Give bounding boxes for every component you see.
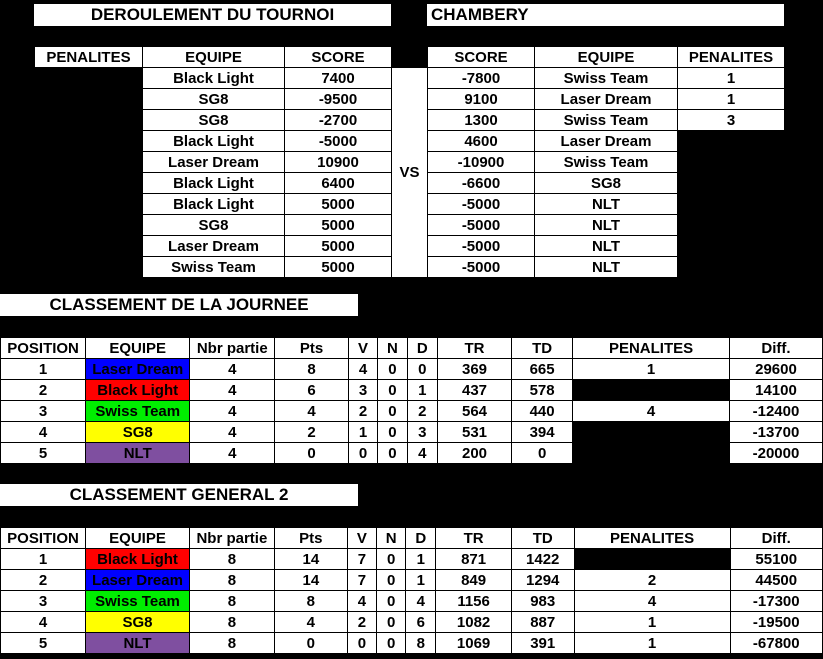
cell-penalties: 4 [573,401,730,422]
match-penalty-b: 1 [678,89,785,110]
matches-table [34,46,785,278]
cell-diff: -19500 [730,612,823,633]
match-penalty-a [35,68,143,89]
cell-games: 4 [190,380,275,401]
standings-row [1,633,823,654]
header-position: POSITION [1,528,86,549]
header-team: EQUIPE [86,338,190,359]
cell-td: 665 [512,359,573,380]
cell-diff: 14100 [729,380,822,401]
cell-tr: 1069 [436,633,512,654]
header-td: TD [511,528,574,549]
match-penalty-b [678,194,785,215]
header-losses: D [406,528,436,549]
match-score-a: 5000 [285,236,392,257]
team-name: Laser Dream [86,359,190,380]
cell-points: 4 [274,612,347,633]
cell-points: 14 [274,570,347,591]
vs-gap [392,47,428,68]
team-name: Black Light [86,380,190,401]
team-name: SG8 [86,422,190,443]
standings-row [1,612,823,633]
cell-penalties: 2 [574,570,730,591]
match-team-b: Swiss Team [535,152,678,173]
header-team: EQUIPE [85,528,189,549]
match-team-a: SG8 [143,215,285,236]
match-team-b: NLT [535,257,678,278]
match-penalty-b: 1 [678,68,785,89]
standings-row [1,380,823,401]
cell-losses: 4 [407,443,437,464]
cell-draws: 0 [378,380,408,401]
match-score-a: 7400 [285,68,392,89]
header-draws: N [376,528,405,549]
cell-wins: 4 [347,591,376,612]
header-games: Nbr partie [190,338,275,359]
cell-tr: 1156 [436,591,512,612]
cell-draws: 0 [378,443,408,464]
match-penalty-a [35,236,143,257]
cell-wins: 0 [347,633,376,654]
match-team-b: Swiss Team [535,68,678,89]
match-score-b: -5000 [428,215,535,236]
match-score-a: -2700 [285,110,392,131]
standings-row [1,401,823,422]
cell-diff: -12400 [729,401,822,422]
cell-wins: 1 [348,422,377,443]
cell-wins: 7 [347,549,376,570]
cell-draws: 0 [378,401,408,422]
match-score-b: 9100 [428,89,535,110]
match-team-b: NLT [535,194,678,215]
cell-wins: 3 [348,380,377,401]
match-team-b: Swiss Team [535,110,678,131]
cell-games: 8 [190,549,275,570]
match-team-a: Laser Dream [143,236,285,257]
team-name: Black Light [85,549,189,570]
match-penalty-a [35,194,143,215]
match-penalty-b [678,173,785,194]
match-score-a: 5000 [285,215,392,236]
cell-tr: 531 [437,422,511,443]
match-team-a: SG8 [143,110,285,131]
cell-draws: 0 [378,359,408,380]
cell-games: 4 [190,422,275,443]
cell-draws: 0 [376,591,405,612]
cell-penalties: 1 [574,633,730,654]
match-score-b: -6600 [428,173,535,194]
match-score-a: -5000 [285,131,392,152]
cell-penalties [574,549,730,570]
cell-tr: 564 [437,401,511,422]
cell-wins: 2 [347,612,376,633]
cell-points: 14 [274,549,347,570]
cell-losses: 0 [407,359,437,380]
cell-draws: 0 [376,549,405,570]
cell-wins: 7 [347,570,376,591]
cell-position: 4 [1,612,86,633]
match-penalty-a [35,131,143,152]
standings-header-row [1,528,823,549]
header-penalties: PENALITES [573,338,730,359]
cell-penalties [573,443,730,464]
cell-penalties: 4 [574,591,730,612]
cell-td: 440 [512,401,573,422]
match-score-b: -10900 [428,152,535,173]
cell-td: 578 [512,380,573,401]
cell-penalties: 1 [574,612,730,633]
header-equipe-a: EQUIPE [143,47,285,68]
match-score-b: 1300 [428,110,535,131]
general-ranking-table [0,527,823,654]
match-team-b: Laser Dream [535,131,678,152]
team-name: Swiss Team [85,591,189,612]
cell-tr: 1082 [436,612,512,633]
cell-points: 0 [275,443,349,464]
cell-draws: 0 [376,633,405,654]
header-losses: D [407,338,437,359]
cell-penalties [573,422,730,443]
match-team-a: Laser Dream [143,152,285,173]
cell-losses: 1 [406,570,436,591]
header-draws: N [378,338,408,359]
general-ranking-title: CLASSEMENT GENERAL 2 [0,484,358,506]
match-penalty-a [35,257,143,278]
cell-penalties: 1 [573,359,730,380]
header-position: POSITION [1,338,86,359]
cell-td: 887 [511,612,574,633]
team-name: NLT [86,443,190,464]
cell-tr: 200 [437,443,511,464]
day-ranking-title: CLASSEMENT DE LA JOURNEE [0,294,358,316]
match-team-b: NLT [535,236,678,257]
cell-td: 1422 [511,549,574,570]
header-wins: V [348,338,377,359]
cell-games: 4 [190,443,275,464]
match-penalty-a [35,152,143,173]
header-points: Pts [275,338,349,359]
match-score-b: -5000 [428,194,535,215]
match-team-b: Laser Dream [535,89,678,110]
cell-losses: 1 [407,380,437,401]
standings-header-row [1,338,823,359]
standings-row [1,591,823,612]
cell-games: 4 [190,359,275,380]
match-score-b: -7800 [428,68,535,89]
match-score-b: 4600 [428,131,535,152]
cell-games: 8 [190,612,275,633]
cell-wins: 0 [348,443,377,464]
match-team-a: Black Light [143,194,285,215]
match-score-a: 6400 [285,173,392,194]
match-team-a: Black Light [143,173,285,194]
cell-losses: 8 [406,633,436,654]
match-score-b: -5000 [428,257,535,278]
cell-points: 2 [275,422,349,443]
cell-position: 1 [1,359,86,380]
match-penalty-b [678,215,785,236]
cell-diff: -13700 [729,422,822,443]
header-diff: Diff. [729,338,822,359]
cell-losses: 6 [406,612,436,633]
header-score-b: SCORE [428,47,535,68]
cell-position: 3 [1,591,86,612]
cell-position: 5 [1,443,86,464]
cell-wins: 2 [348,401,377,422]
cell-diff: 44500 [730,570,823,591]
header-tr: TR [436,528,512,549]
match-penalty-b [678,131,785,152]
cell-points: 0 [274,633,347,654]
cell-td: 391 [511,633,574,654]
cell-points: 6 [275,380,349,401]
cell-games: 8 [190,633,275,654]
match-team-a: SG8 [143,89,285,110]
match-penalty-a [35,215,143,236]
match-team-b: SG8 [535,173,678,194]
header-td: TD [512,338,573,359]
header-penalites-b: PENALITES [678,47,785,68]
team-name: Swiss Team [86,401,190,422]
match-score-a: 5000 [285,194,392,215]
match-penalty-b [678,236,785,257]
header-tr: TR [437,338,511,359]
cell-draws: 0 [376,612,405,633]
header-games: Nbr partie [190,528,275,549]
cell-losses: 1 [406,549,436,570]
standings-row [1,549,823,570]
match-score-b: -5000 [428,236,535,257]
standings-row [1,570,823,591]
header-diff: Diff. [730,528,823,549]
match-team-a: Swiss Team [143,257,285,278]
match-team-a: Black Light [143,131,285,152]
cell-diff: 29600 [729,359,822,380]
cell-position: 2 [1,380,86,401]
cell-draws: 0 [378,422,408,443]
cell-diff: -20000 [729,443,822,464]
header-score-a: SCORE [285,47,392,68]
cell-penalties [573,380,730,401]
cell-td: 1294 [511,570,574,591]
match-penalty-a [35,89,143,110]
cell-diff: -67800 [730,633,823,654]
match-score-a: 10900 [285,152,392,173]
cell-td: 983 [511,591,574,612]
cell-tr: 849 [436,570,512,591]
cell-diff: 55100 [730,549,823,570]
cell-losses: 4 [406,591,436,612]
match-penalty-b: 3 [678,110,785,131]
location-title: CHAMBERY [427,4,784,26]
standings-row [1,422,823,443]
header-wins: V [347,528,376,549]
match-penalty-a [35,110,143,131]
cell-points: 8 [274,591,347,612]
cell-losses: 3 [407,422,437,443]
tournament-title: DEROULEMENT DU TOURNOI [34,4,391,26]
standings-row [1,359,823,380]
cell-games: 8 [190,591,275,612]
cell-draws: 0 [376,570,405,591]
header-penalites-a: PENALITES [35,47,143,68]
cell-points: 8 [275,359,349,380]
cell-tr: 871 [436,549,512,570]
cell-tr: 437 [437,380,511,401]
cell-games: 8 [190,570,275,591]
match-penalty-b [678,257,785,278]
team-name: NLT [85,633,189,654]
cell-td: 0 [512,443,573,464]
cell-losses: 2 [407,401,437,422]
cell-position: 3 [1,401,86,422]
cell-position: 1 [1,549,86,570]
cell-td: 394 [512,422,573,443]
vs-label: VS [392,68,428,278]
cell-games: 4 [190,401,275,422]
header-points: Pts [274,528,347,549]
cell-diff: -17300 [730,591,823,612]
day-ranking-table [0,337,823,464]
cell-points: 4 [275,401,349,422]
match-row [35,68,785,89]
team-name: SG8 [85,612,189,633]
standings-row [1,443,823,464]
cell-wins: 4 [348,359,377,380]
match-team-a: Black Light [143,68,285,89]
header-penalties: PENALITES [574,528,730,549]
match-score-a: 5000 [285,257,392,278]
matches-header-row [35,47,785,68]
team-name: Laser Dream [85,570,189,591]
header-equipe-b: EQUIPE [535,47,678,68]
match-score-a: -9500 [285,89,392,110]
cell-position: 2 [1,570,86,591]
cell-tr: 369 [437,359,511,380]
match-team-b: NLT [535,215,678,236]
match-penalty-b [678,152,785,173]
match-penalty-a [35,173,143,194]
cell-position: 5 [1,633,86,654]
cell-position: 4 [1,422,86,443]
